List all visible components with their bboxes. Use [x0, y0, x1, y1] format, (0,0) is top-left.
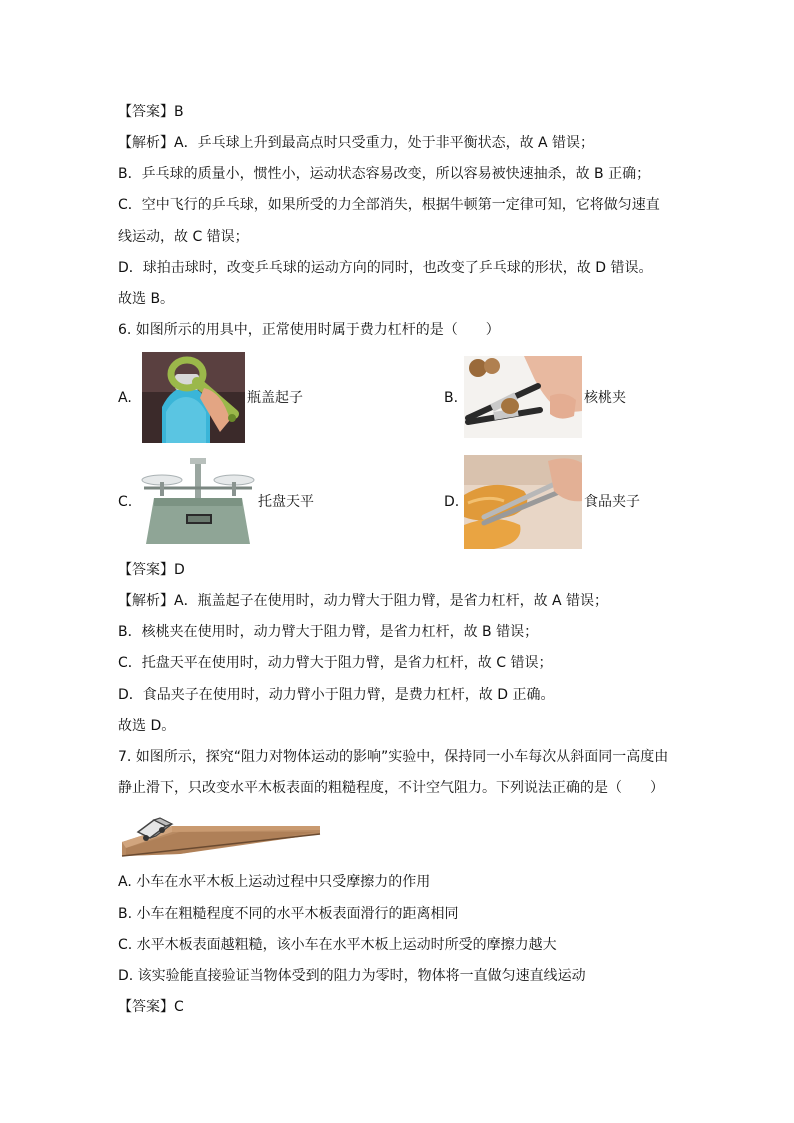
q7-stem-line1: 7. 如图所示，探究“阻力对物体运动的影响”实验中，保持同一小车每次从斜面同一高度由 — [118, 749, 669, 765]
q5-analysis-line: C．空中飞行的乒乓球，如果所受的力全部消失，根据牛顿第一定律可知，它将做匀速直 — [118, 197, 660, 213]
food-tongs-image — [464, 455, 582, 549]
q5-answer: 【答案】B — [118, 104, 184, 120]
q5-analysis-line: 故选 B。 — [118, 291, 175, 307]
q6-answer: 【答案】D — [118, 562, 185, 578]
q6-option-c-label: C. — [118, 494, 133, 510]
q7-option-a: A. 小车在水平木板上运动过程中只受摩擦力的作用 — [118, 874, 431, 890]
q6-analysis-line: 故选 D。 — [118, 718, 176, 734]
q6-option-c-caption: 托盘天平 — [258, 494, 314, 510]
q5-analysis-line: B．乒乓球的质量小，惯性小，运动状态容易改变，所以容易被快速抽杀，故 B 正确； — [118, 166, 651, 182]
nutcracker-image — [464, 356, 582, 438]
q5-analysis-line: D．球拍击球时，改变乒乓球的运动方向的同时，也改变了乒乓球的形状，故 D 错误。 — [118, 260, 653, 276]
q7-option-c: C. 水平木板表面越粗糙，该小车在水平木板上运动时所受的摩擦力越大 — [118, 937, 557, 953]
q7-stem-line2: 静止滑下，只改变水平木板表面的粗糙程度，不计空气阻力。下列说法正确的是（ ） — [118, 780, 664, 796]
balance-scale-image — [140, 458, 256, 548]
q6-analysis-line: 【解析】A．瓶盖起子在使用时，动力臂大于阻力臂，是省力杠杆，故 A 错误； — [118, 593, 609, 609]
q6-option-b-label: B. — [444, 390, 459, 406]
q5-analysis-line: 【解析】A．乒乓球上升到最高点时只受重力，处于非平衡状态，故 A 错误； — [118, 135, 595, 151]
q6-option-d-label: D. — [444, 494, 460, 510]
q6-option-a-label: A. — [118, 390, 132, 406]
q6-stem: 6. 如图所示的用具中，正常使用时属于费力杠杆的是（ ） — [118, 322, 500, 338]
q6-analysis-line: B．核桃夹在使用时，动力臂大于阻力臂，是省力杠杆，故 B 错误； — [118, 624, 539, 640]
bottle-opener-image — [142, 352, 245, 443]
q6-option-b-caption: 核桃夹 — [584, 390, 626, 406]
q5-analysis-line: 线运动，故 C 错误； — [118, 229, 249, 245]
q6-analysis-line: C．托盘天平在使用时，动力臂大于阻力臂，是省力杠杆，故 C 错误； — [118, 655, 553, 671]
q7-option-b: B. 小车在粗糙程度不同的水平木板表面滑行的距离相同 — [118, 906, 459, 922]
q7-answer: 【答案】C — [118, 999, 184, 1015]
q6-option-d-caption: 食品夹子 — [584, 494, 640, 510]
q6-option-a-caption: 瓶盖起子 — [247, 390, 303, 406]
q7-option-d: D. 该实验能直接验证当物体受到的阻力为零时，物体将一直做匀速直线运动 — [118, 968, 586, 984]
q6-analysis-line: D．食品夹子在使用时，动力臂小于阻力臂，是费力杠杆，故 D 正确。 — [118, 687, 555, 703]
incline-cart-diagram — [120, 812, 322, 860]
